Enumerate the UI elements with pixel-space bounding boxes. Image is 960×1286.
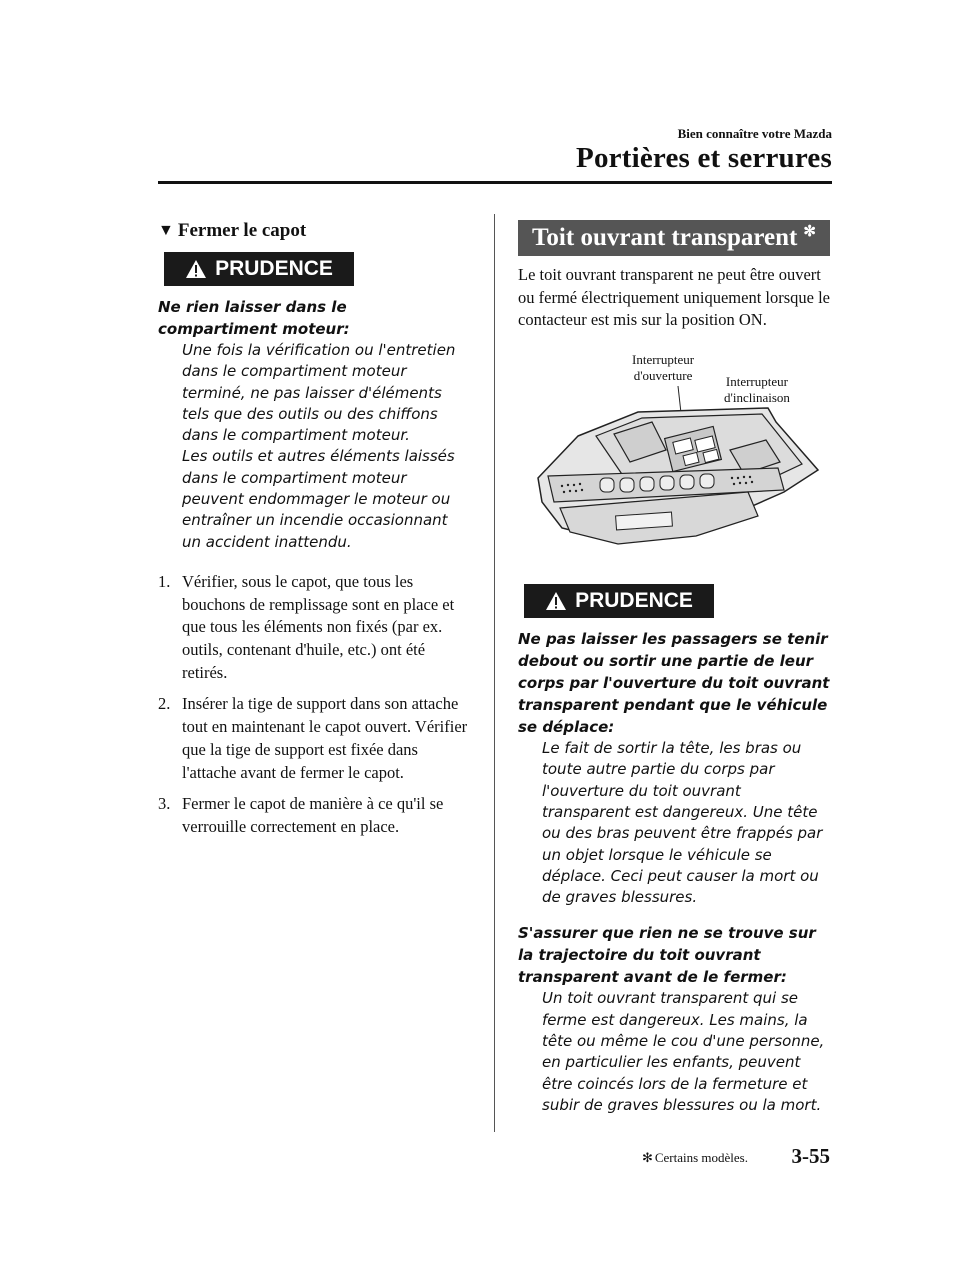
caution-banner — [524, 584, 714, 618]
asterisk-icon: ✻ — [641, 1150, 653, 1165]
subheading-text: Fermer le capot — [177, 220, 307, 241]
caution-body — [158, 340, 470, 553]
caution-label: PRUDENCE — [215, 257, 333, 280]
left-column — [158, 220, 470, 848]
footnote — [642, 1150, 748, 1166]
right-column — [518, 220, 830, 1116]
tilt-switch-label: Interrupteur d'inclinaison — [724, 374, 790, 406]
list-item — [158, 571, 470, 685]
caution-title: S'assurer que rien ne se trouve sur la trajectoire du toit ouvrant transparent avant de le fermer: — [518, 924, 816, 987]
caution-block — [518, 628, 830, 1116]
caution-banner — [164, 252, 354, 286]
caution-title: Ne rien laisser dans le compartiment moteur: — [158, 298, 350, 338]
header-rule — [158, 181, 832, 184]
caution-body: Le fait de sortir la tête, les bras ou toute autre partie du corps par l'ouverture du toit ouvrant transparent est dangereux. Une tête ou des bras peuvent être frappés par un objet lorsque le véhicule se déplace. Ceci peut causer la mort ou de graves blessures. — [542, 739, 823, 907]
caution-block — [158, 296, 470, 553]
chapter-title: Bien connaître votre Mazda — [677, 126, 832, 141]
caution-paragraph: Une fois la vérification ou l'entretien dans le compartiment moteur terminé, ne pas laisser d'éléments tels que des outils ou des chiffons dans le compartiment moteur. — [182, 341, 456, 445]
caution-title: Ne pas laisser les passagers se tenir debout ou sortir une partie de leur corps par l'ouverture du toit ouvrant transparent pendant que le véhicule se déplace: — [518, 630, 830, 737]
section-heading — [518, 220, 830, 256]
warning-icon — [185, 259, 207, 279]
warning-icon — [545, 591, 567, 611]
asterisk-icon: ✻ — [803, 223, 816, 240]
open-switch-label: Interrupteur d'ouverture — [632, 352, 695, 384]
step-number: 1. — [158, 571, 171, 591]
sunroof-console-illustration — [518, 352, 830, 574]
procedure-steps — [158, 571, 470, 839]
intro-paragraph: Le toit ouvrant transparent ne peut être ouvert ou fermé électriquement uniquement lorsque le contacteur est mis sur la position ON. — [518, 265, 831, 330]
section-heading-text: Toit ouvrant transparent — [532, 224, 798, 251]
step-number: 2. — [158, 694, 171, 714]
list-item — [158, 693, 470, 784]
caution-label: PRUDENCE — [575, 589, 693, 613]
down-triangle-icon: ▼ — [158, 222, 174, 239]
column-divider — [494, 214, 495, 1132]
step-text: Vérifier, sous le capot, que tous les bouchons de remplissage sont en place et que tous les éléments non fixés (par ex. outils, contenant d'huile, etc.) ont été retirés. — [182, 571, 455, 682]
section-running-title: Portières et serrures — [576, 142, 832, 174]
console-drawing — [518, 352, 830, 574]
page-number: 3-55 — [791, 1144, 830, 1168]
list-item — [158, 793, 470, 838]
step-text: Fermer le capot de manière à ce qu'il se verrouille correctement en place. — [182, 794, 444, 836]
step-text: Insérer la tige de support dans son attache tout en maintenant le capot ouvert. Vérifier que la tige de support est fixée dans l'attache avant de fermer le capot. — [182, 694, 468, 782]
caution-body: Un toit ouvrant transparent qui se ferme est dangereux. Les mains, la tête ou même le cou d'une personne, en particulier les enfants, peuvent être coincés lors de la fermeture et subir de graves blessures ou la mort. — [542, 989, 825, 1114]
subheading — [158, 220, 470, 242]
caution-paragraph: Les outils et autres éléments laissés dans le compartiment moteur peuvent endommager le moteur ou entraîner un incendie occasionnant un accident inattendu. — [182, 447, 455, 551]
footnote-text: Certains modèles. — [654, 1150, 748, 1165]
step-number: 3. — [158, 794, 171, 814]
